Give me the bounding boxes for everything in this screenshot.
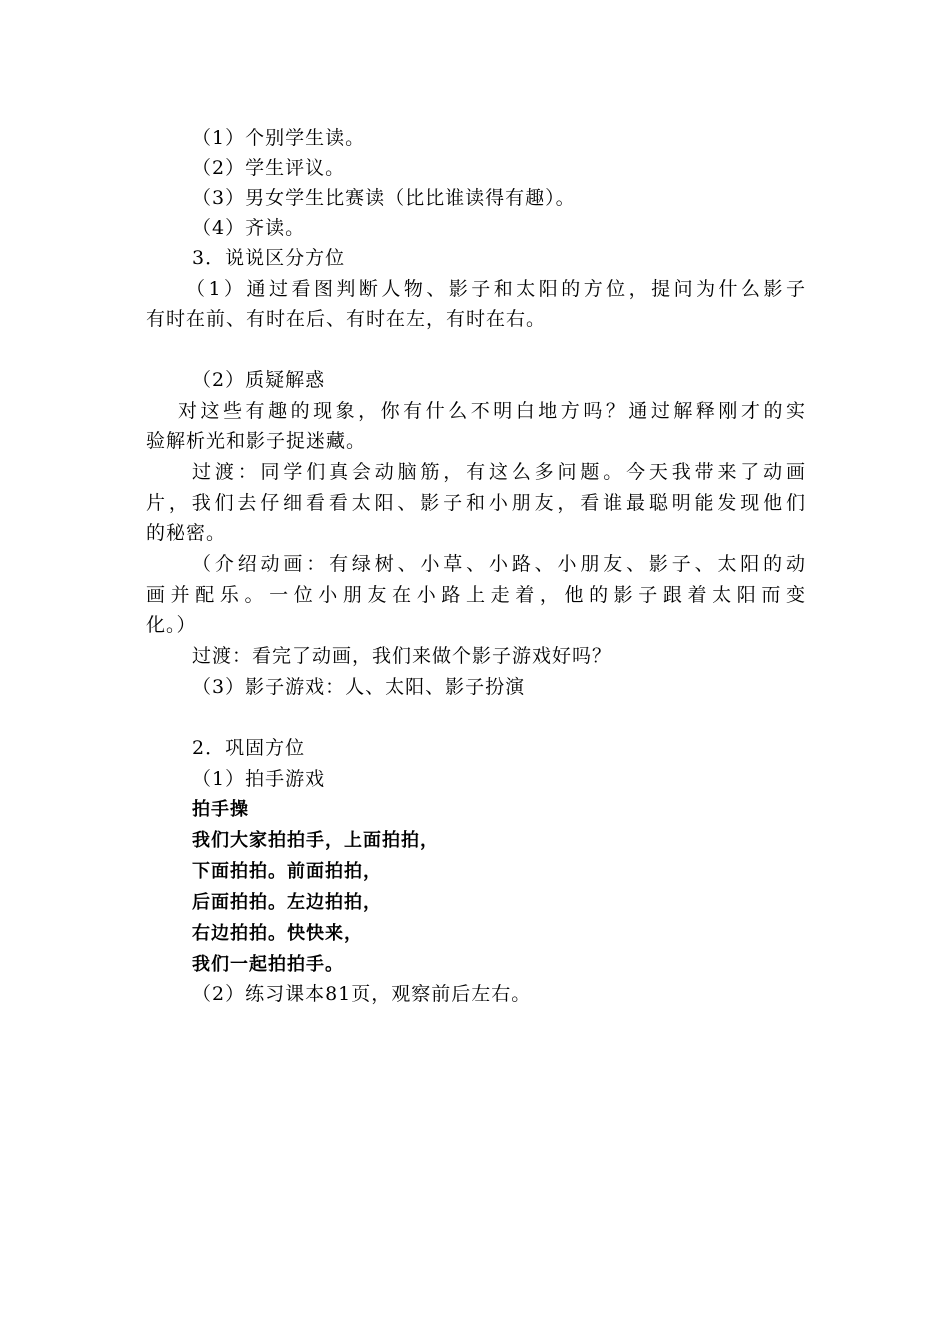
section-heading: 3．说说区分方位 [192,247,346,269]
text-line: （2）质疑解惑 [192,369,326,391]
text-line: 对这些有趣的现象，你有什么不明白地方吗？通过解释刚才的实 [178,400,806,422]
text-line: 片，我们去仔细看看太阳、影子和小朋友，看谁最聪明能发现他们 [146,492,806,514]
text-line: 的秘密。 [146,522,227,544]
section-heading: 2．巩固方位 [192,737,306,759]
text-line: 化。） [146,614,197,636]
text-line: （介绍动画：有绿树、小草、小路、小朋友、影子、太阳的动 [192,553,806,575]
rhyme-line: 我们大家拍拍手，上面拍拍， [192,830,439,851]
text-line: （4）齐读。 [192,217,306,239]
rhyme-line: 后面拍拍。左边拍拍， [192,892,382,913]
text-line: （2）练习课本81页，观察前后左右。 [192,983,532,1005]
text-line: （1）拍手游戏 [192,768,326,790]
rhyme-line: 我们一起拍拍手。 [192,954,344,975]
text-line: 有时在前、有时在后、有时在左，有时在右。 [146,308,547,330]
rhyme-line: 下面拍拍。前面拍拍， [192,861,382,882]
text-line: 过渡：看完了动画，我们来做个影子游戏好吗？ [192,645,613,667]
text-line: （1）通过看图判断人物、影子和太阳的方位，提问为什么影子 [186,278,806,300]
text-line: （1）个别学生读。 [192,127,366,149]
rhyme-line: 右边拍拍。快快来， [192,923,363,944]
text-line: 画并配乐。一位小朋友在小路上走着，他的影子跟着太阳而变 [146,584,806,606]
text-line: 验解析光和影子捉迷藏。 [146,430,367,452]
text-line: （3）影子游戏：人、太阳、影子扮演 [192,676,526,698]
text-line: （3）男女学生比赛读（比比谁读得有趣）。 [192,187,576,209]
text-line: 过渡：同学们真会动脑筋，有这么多问题。今天我带来了动画 [192,461,806,483]
text-line: （2）学生评议。 [192,157,346,179]
rhyme-title: 拍手操 [192,799,249,820]
